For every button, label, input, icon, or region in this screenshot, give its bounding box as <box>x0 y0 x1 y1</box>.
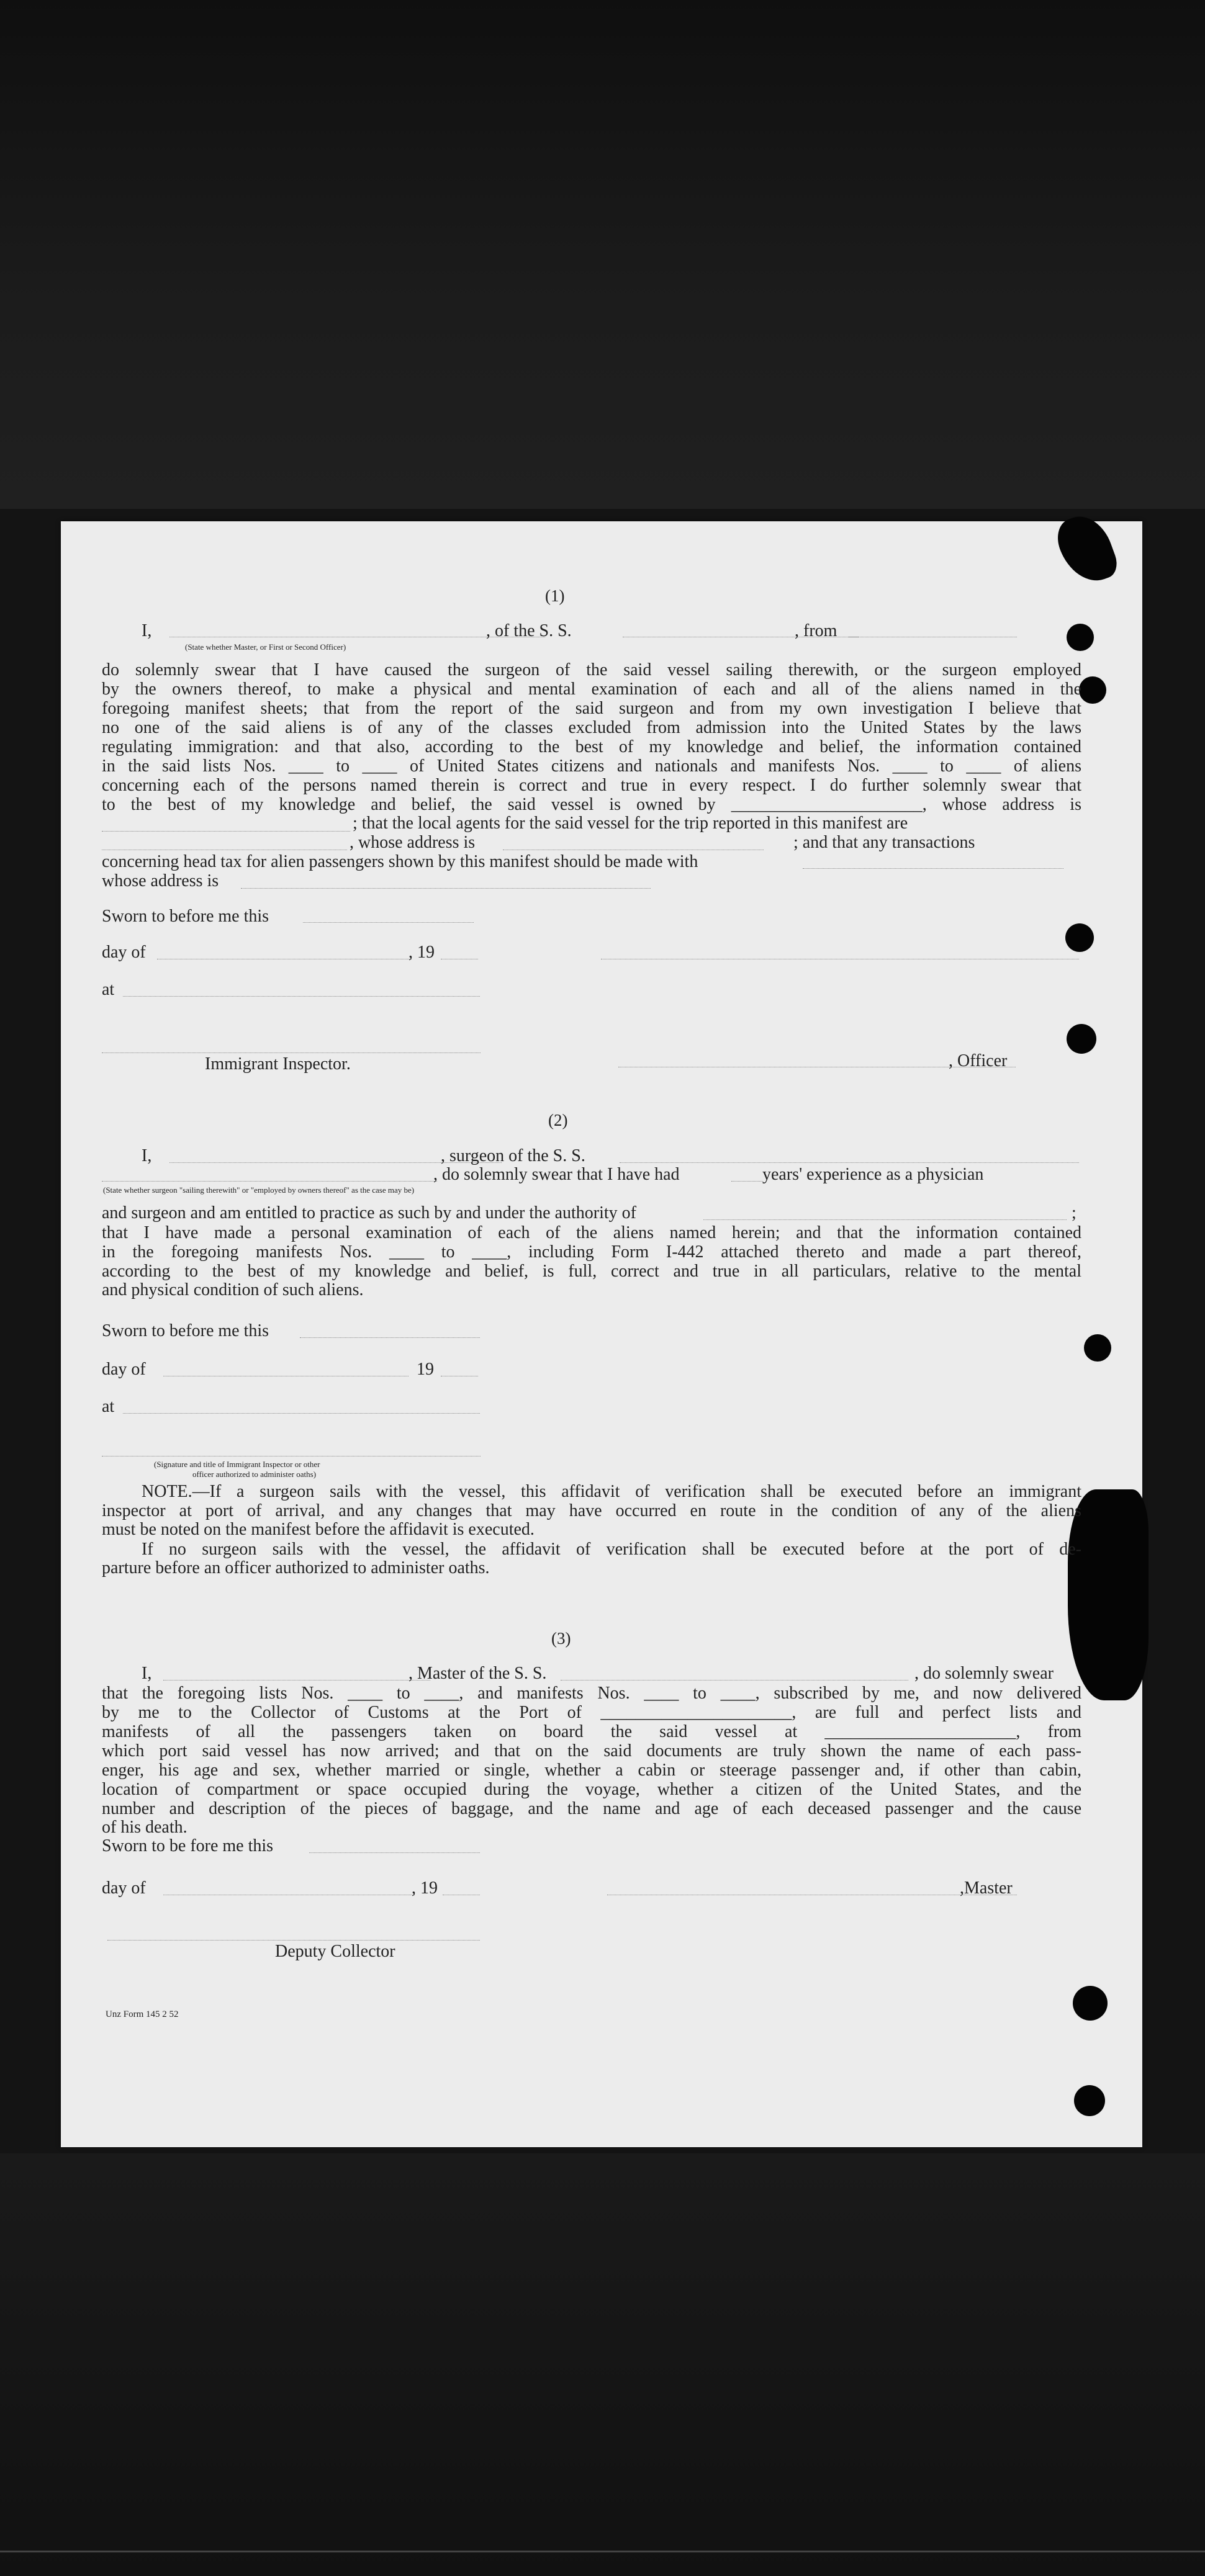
officer-label: , Officer <box>949 1051 1008 1070</box>
head-tax-blank <box>803 868 1063 869</box>
s3-line: enger, his age and sex, whether married or single, whether a cabin or steerage passenger and, if other than cabin, <box>102 1761 1081 1780</box>
section-3-number: (3) <box>551 1629 571 1648</box>
head-tax-address-blank <box>241 887 651 889</box>
s1-line9: ; that the local agents for the said vessel for the trip reported in this manifest are <box>353 814 908 833</box>
deputy-collector-label: Deputy Collector <box>275 1942 395 1961</box>
s1-at: at <box>102 980 115 999</box>
immigrant-inspector-label: Immigrant Inspector. <box>205 1054 351 1074</box>
s3-sworn-blank <box>309 1852 480 1853</box>
years-experience-label: years' experience as a physician <box>762 1165 984 1184</box>
torn-corner-blot <box>1052 509 1122 590</box>
section-3-body <box>102 1684 1081 1818</box>
s2-signature-line <box>102 1455 481 1456</box>
s1-line: by the owners thereof, to make a physical and mental examination of each and all of the aliens named in the <box>102 680 1081 699</box>
s2-sworn: Sworn to before me this <box>102 1321 269 1340</box>
s1-line: concerning each of the persons named therein is correct and true in every respect. I do further solemnly swear that <box>102 776 1081 795</box>
s1-line: do solemnly swear that I have caused the surgeon of the said vessel sailing therewith, or the surgeon employed <box>102 660 1081 680</box>
s1-line: no one of the said aliens is of any of the classes excluded from admission into the United States by the laws <box>102 718 1081 737</box>
s1-sworn-blank <box>303 922 474 923</box>
scanner-background-top <box>0 0 1205 509</box>
agents-blank <box>102 830 350 832</box>
s3-vessel-blank <box>561 1679 908 1681</box>
s3-line: which port said vessel has now arrived; and that on the said documents are truly shown the name of each pass- <box>102 1741 1081 1761</box>
s1-line12: whose address is <box>102 871 219 891</box>
s2-line1: and surgeon and am entitled to practice as such by and under the authority of <box>102 1203 636 1223</box>
s2-day-blank <box>163 1375 408 1376</box>
s2-semicolon: ; <box>1072 1203 1076 1223</box>
s3-collector-signature-line <box>107 1939 480 1941</box>
s3-line: that the foregoing lists Nos. ____ to ____, and manifests Nos. ____ to ____, subscribed by me, and now delivered <box>102 1684 1081 1703</box>
section-1-body <box>102 660 1081 814</box>
s3-nineteen: , 19 <box>412 1878 438 1898</box>
section-1-i: I, <box>142 621 152 640</box>
s1-sworn: Sworn to before me this <box>102 907 269 926</box>
section-2-i: I, <box>142 1146 152 1165</box>
s3-line: location of compartment or space occupied during the voyage, whether a citizen of the United States, and the <box>102 1780 1081 1799</box>
swear-had-label: , do solemnly swear that I have had <box>433 1165 680 1184</box>
s2-vessel-blank <box>620 1162 1079 1163</box>
binding-damage-blot <box>1068 1489 1149 1700</box>
scanner-edge-line <box>0 2551 1205 2552</box>
punch-hole <box>1067 1024 1096 1054</box>
form-page <box>61 521 1142 2147</box>
from-label: , from <box>795 621 837 640</box>
s1-line: in the said lists Nos. ____ to ____ of United States citizens and nationals and manifests Nos. ____ to ____ of aliens <box>102 756 1081 776</box>
of-ss-label: , of the S. S. <box>486 621 572 640</box>
s2-at: at <box>102 1397 115 1416</box>
note-block-2 <box>102 1540 1081 1559</box>
s2-signature-caption-1: (Signature and title of Immigrant Inspector or other <box>154 1460 320 1469</box>
punch-hole <box>1065 923 1094 952</box>
years-blank <box>731 1180 762 1182</box>
s1-line10: , whose address is <box>350 833 476 852</box>
punch-hole <box>1084 1334 1111 1362</box>
s2-day-of: day of <box>102 1360 146 1379</box>
form-number: Unz Form 145 2 52 <box>106 2009 179 2019</box>
s3-sworn: Sworn to be fore me this <box>102 1836 274 1856</box>
section-1-number: (1) <box>545 586 565 605</box>
s1-line: regulating immigration: and that also, according to the best of my knowledge and belief, the information contained <box>102 737 1081 756</box>
scanner-background-bottom <box>0 2153 1205 2576</box>
note-line-3: must be noted on the manifest before the affidavit is executed. <box>102 1520 535 1539</box>
agents-address-value <box>503 849 764 850</box>
s3-line: number and description of the pieces of baggage, and the name and age of each deceased passenger and the cause <box>102 1799 1081 1818</box>
s2-line5: and physical condition of such aliens. <box>102 1280 364 1299</box>
authority-blank <box>703 1219 1067 1220</box>
note-line: If no surgeon sails with the vessel, the affidavit of verification shall be executed before at the port of de- <box>142 1540 1081 1559</box>
s1-line11: concerning head tax for alien passengers shown by this manifest should be made with <box>102 852 698 871</box>
note-line: inspector at port of arrival, and any changes that may have occurred en route in the condition of any of the aliens <box>102 1501 1081 1520</box>
note-line: NOTE.—If a surgeon sails with the vessel, this affidavit of verification shall be executed before an immigrant <box>142 1482 1081 1501</box>
s2-signature-caption-2: officer authorized to administer oaths) <box>192 1470 317 1479</box>
s1-line10b: ; and that any transactions <box>793 833 975 852</box>
master-name-blank <box>163 1679 430 1681</box>
s1-nineteen: , 19 <box>408 943 435 962</box>
section-2-body <box>102 1223 1081 1281</box>
officer-caption: (State whether Master, or First or Second Officer) <box>185 642 346 652</box>
section-3-i: I, <box>142 1664 152 1683</box>
s1-day-blank <box>157 958 412 959</box>
agents-address-blank <box>102 849 347 850</box>
punch-hole <box>1074 2085 1105 2116</box>
s1-inspector-signature-line <box>102 1052 481 1053</box>
s1-at-blank <box>123 995 480 997</box>
s2-year-blank <box>441 1375 478 1376</box>
s3-line8: of his death. <box>102 1818 187 1837</box>
do-solemnly-swear: , do solemnly swear <box>914 1664 1054 1683</box>
surgeon-status-blank <box>102 1180 437 1182</box>
s1-line: foregoing manifest sheets; that from the report of the said surgeon and from my own investigation I believe that <box>102 699 1081 718</box>
punch-hole <box>1073 1986 1108 2021</box>
s3-line: by me to the Collector of Customs at the Port of ______________________, are full and perfect lists and <box>102 1703 1081 1722</box>
punch-hole <box>1067 624 1094 651</box>
from-port-blank <box>848 636 1017 637</box>
s3-day-blank <box>163 1894 415 1895</box>
s2-nineteen: 19 <box>417 1360 434 1379</box>
s1-year-blank <box>441 958 478 959</box>
s2-at-blank <box>123 1412 480 1414</box>
s1-line: to the best of my knowledge and belief, the said vessel is owned by ______________________, whose address is <box>102 795 1081 814</box>
s2-line: that I have made a personal examination of each of the aliens named herein; and that the information contained <box>102 1223 1081 1242</box>
s3-day-of: day of <box>102 1878 146 1898</box>
s3-line: manifests of all the passengers taken on board the said vessel at ______________________, from <box>102 1722 1081 1741</box>
master-of-label: , Master of the S. S. <box>408 1664 547 1683</box>
note-line-5: parture before an officer authorized to administer oaths. <box>102 1558 490 1577</box>
punch-hole <box>1079 676 1106 704</box>
s1-day-of: day of <box>102 943 146 962</box>
s3-year-blank <box>443 1894 480 1895</box>
section-2-number: (2) <box>548 1111 568 1129</box>
note-block <box>102 1482 1081 1520</box>
s2-line: according to the best of my knowledge and belief, is full, correct and true in all particulars, relative to the mental <box>102 1262 1081 1281</box>
surgeon-of-label: , surgeon of the S. S. <box>441 1146 585 1165</box>
surgeon-caption: (State whether surgeon "sailing therewith" or "employed by owners thereof" as the case may be) <box>103 1185 415 1195</box>
s2-line: in the foregoing manifests Nos. ____ to ____, including Form I-442 attached thereto and made a part thereof, <box>102 1242 1081 1262</box>
master-label: ,Master <box>960 1878 1013 1898</box>
s3-master-signature-line <box>607 1894 1017 1895</box>
s1-officer-signature-line <box>601 958 1079 959</box>
s2-sworn-blank <box>300 1337 480 1338</box>
